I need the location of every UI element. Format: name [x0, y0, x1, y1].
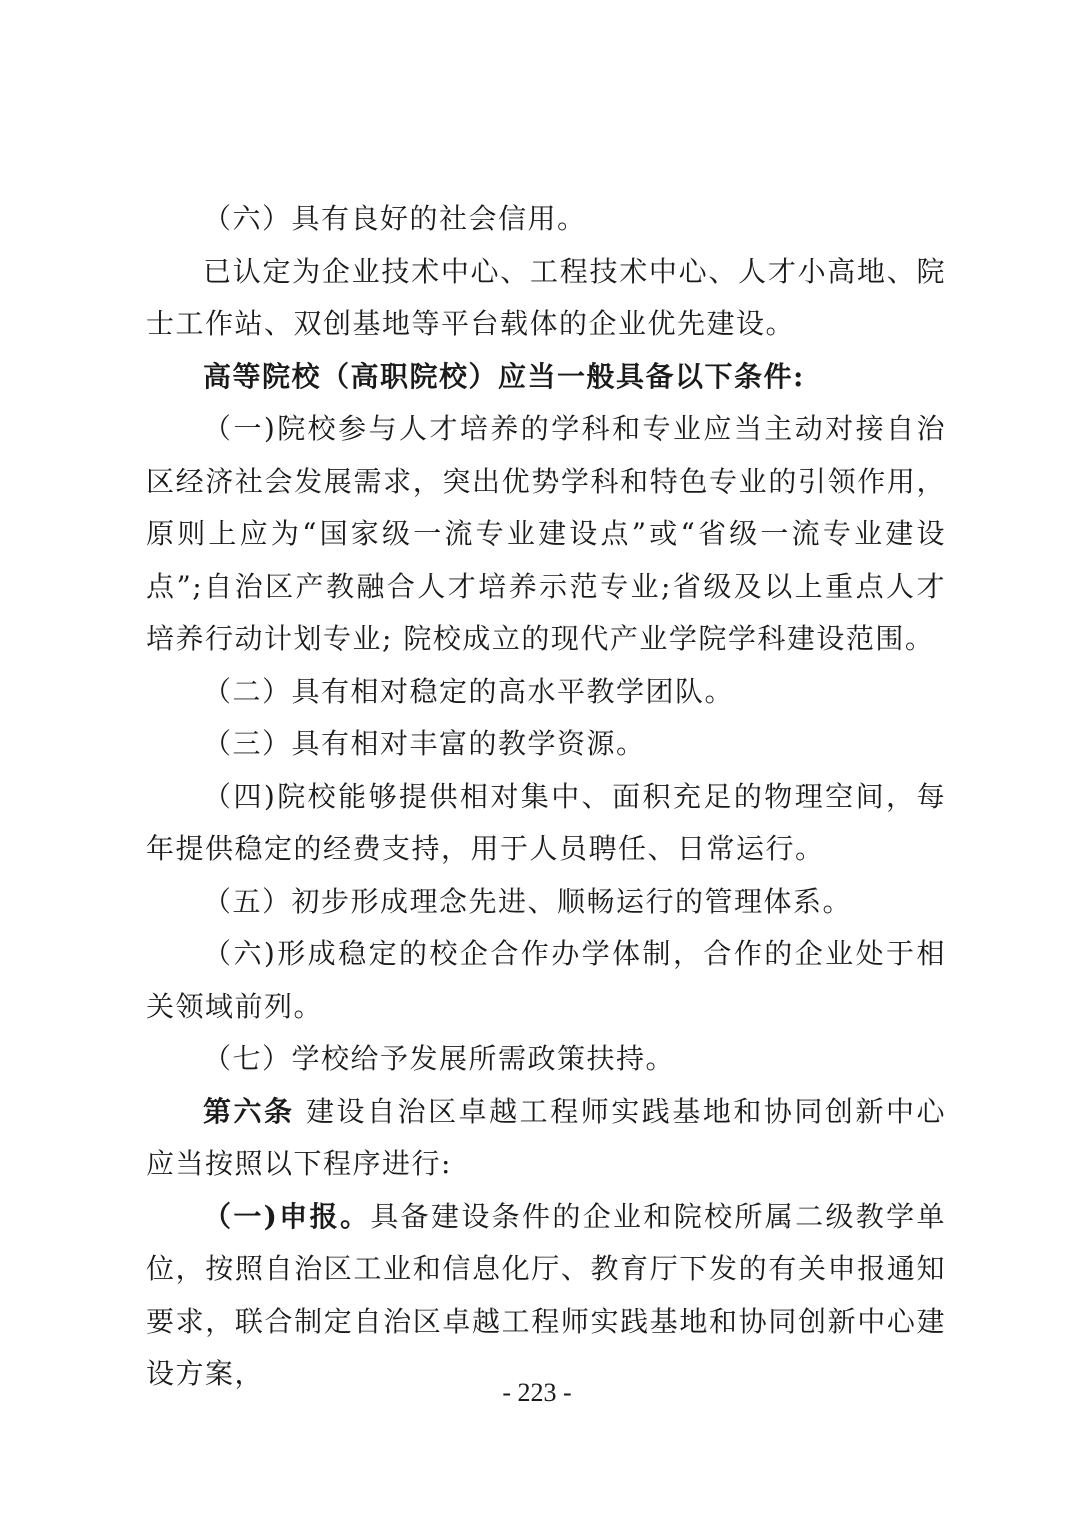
section-heading — [146, 351, 946, 404]
paragraph-8-text: （五）初步形成理念先进、顺畅运行的管理体系。 — [203, 884, 853, 918]
paragraph-6-text: （三）具有相对丰富的教学资源。 — [203, 727, 646, 760]
paragraph-5 — [146, 666, 946, 719]
page-number: - 223 - — [502, 1378, 572, 1407]
article-six-item-1 — [146, 1191, 946, 1401]
article-six-item-1-label: （一)申报。 — [203, 1199, 371, 1233]
paragraph-4-text: （一)院校参与人才培养的学科和专业应当主动对接自治区经济社会发展需求，突出优势学科和特色专业的引领作用，原则上应为“国家级一流专业建设点”或“省级一流专业建设点”;自治区产教融合人才培养示范专业;省级及以上重点人才培养行动计划专业; 院校成立的现代产业学院学科建设范围。 — [146, 412, 946, 655]
paragraph-4 — [146, 403, 946, 666]
article-six-item-1-text: 具备建设条件的企业和院校所属二级教学单位，按照自治区工业和信息化厅、教育厅下发的有关申报通知要求，联合制定自治区卓越工程师实践基地和协同创新中心建设方案， — [146, 1199, 946, 1390]
paragraph-2-text: 已认定为企业技术中心、工程技术中心、人才小高地、院士工作站、双创基地等平台载体的企业优先建设。 — [146, 254, 946, 340]
paragraph-7-text: （四)院校能够提供相对集中、面积充足的物理空间，每年提供稳定的经费支持，用于人员聘任、日常运行。 — [146, 779, 946, 865]
paragraph-9-text: （六)形成稳定的校企合作办学体制，合作的企业处于相关领域前列。 — [146, 937, 946, 1023]
paragraph-10-text: （七）学校给予发展所需政策扶持。 — [203, 1042, 676, 1075]
paragraph-6 — [146, 718, 946, 771]
article-six — [146, 1086, 946, 1191]
paragraph-1-text: （六）具有良好的社会信用。 — [203, 202, 587, 235]
article-six-text: 建设自治区卓越工程师实践基地和协同创新中心应当按照以下程序进行: — [146, 1094, 946, 1180]
paragraph-10 — [146, 1033, 946, 1086]
document-body — [146, 193, 946, 1401]
section-heading-text: 高等院校（高职院校）应当一般具备以下条件: — [203, 359, 805, 393]
paragraph-1 — [146, 193, 946, 246]
paragraph-9 — [146, 928, 946, 1033]
paragraph-8 — [146, 876, 946, 929]
paragraph-7 — [146, 771, 946, 876]
paragraph-2 — [146, 246, 946, 351]
article-six-label: 第六条 — [203, 1094, 295, 1128]
paragraph-5-text: （二）具有相对稳定的高水平教学团队。 — [203, 674, 735, 708]
